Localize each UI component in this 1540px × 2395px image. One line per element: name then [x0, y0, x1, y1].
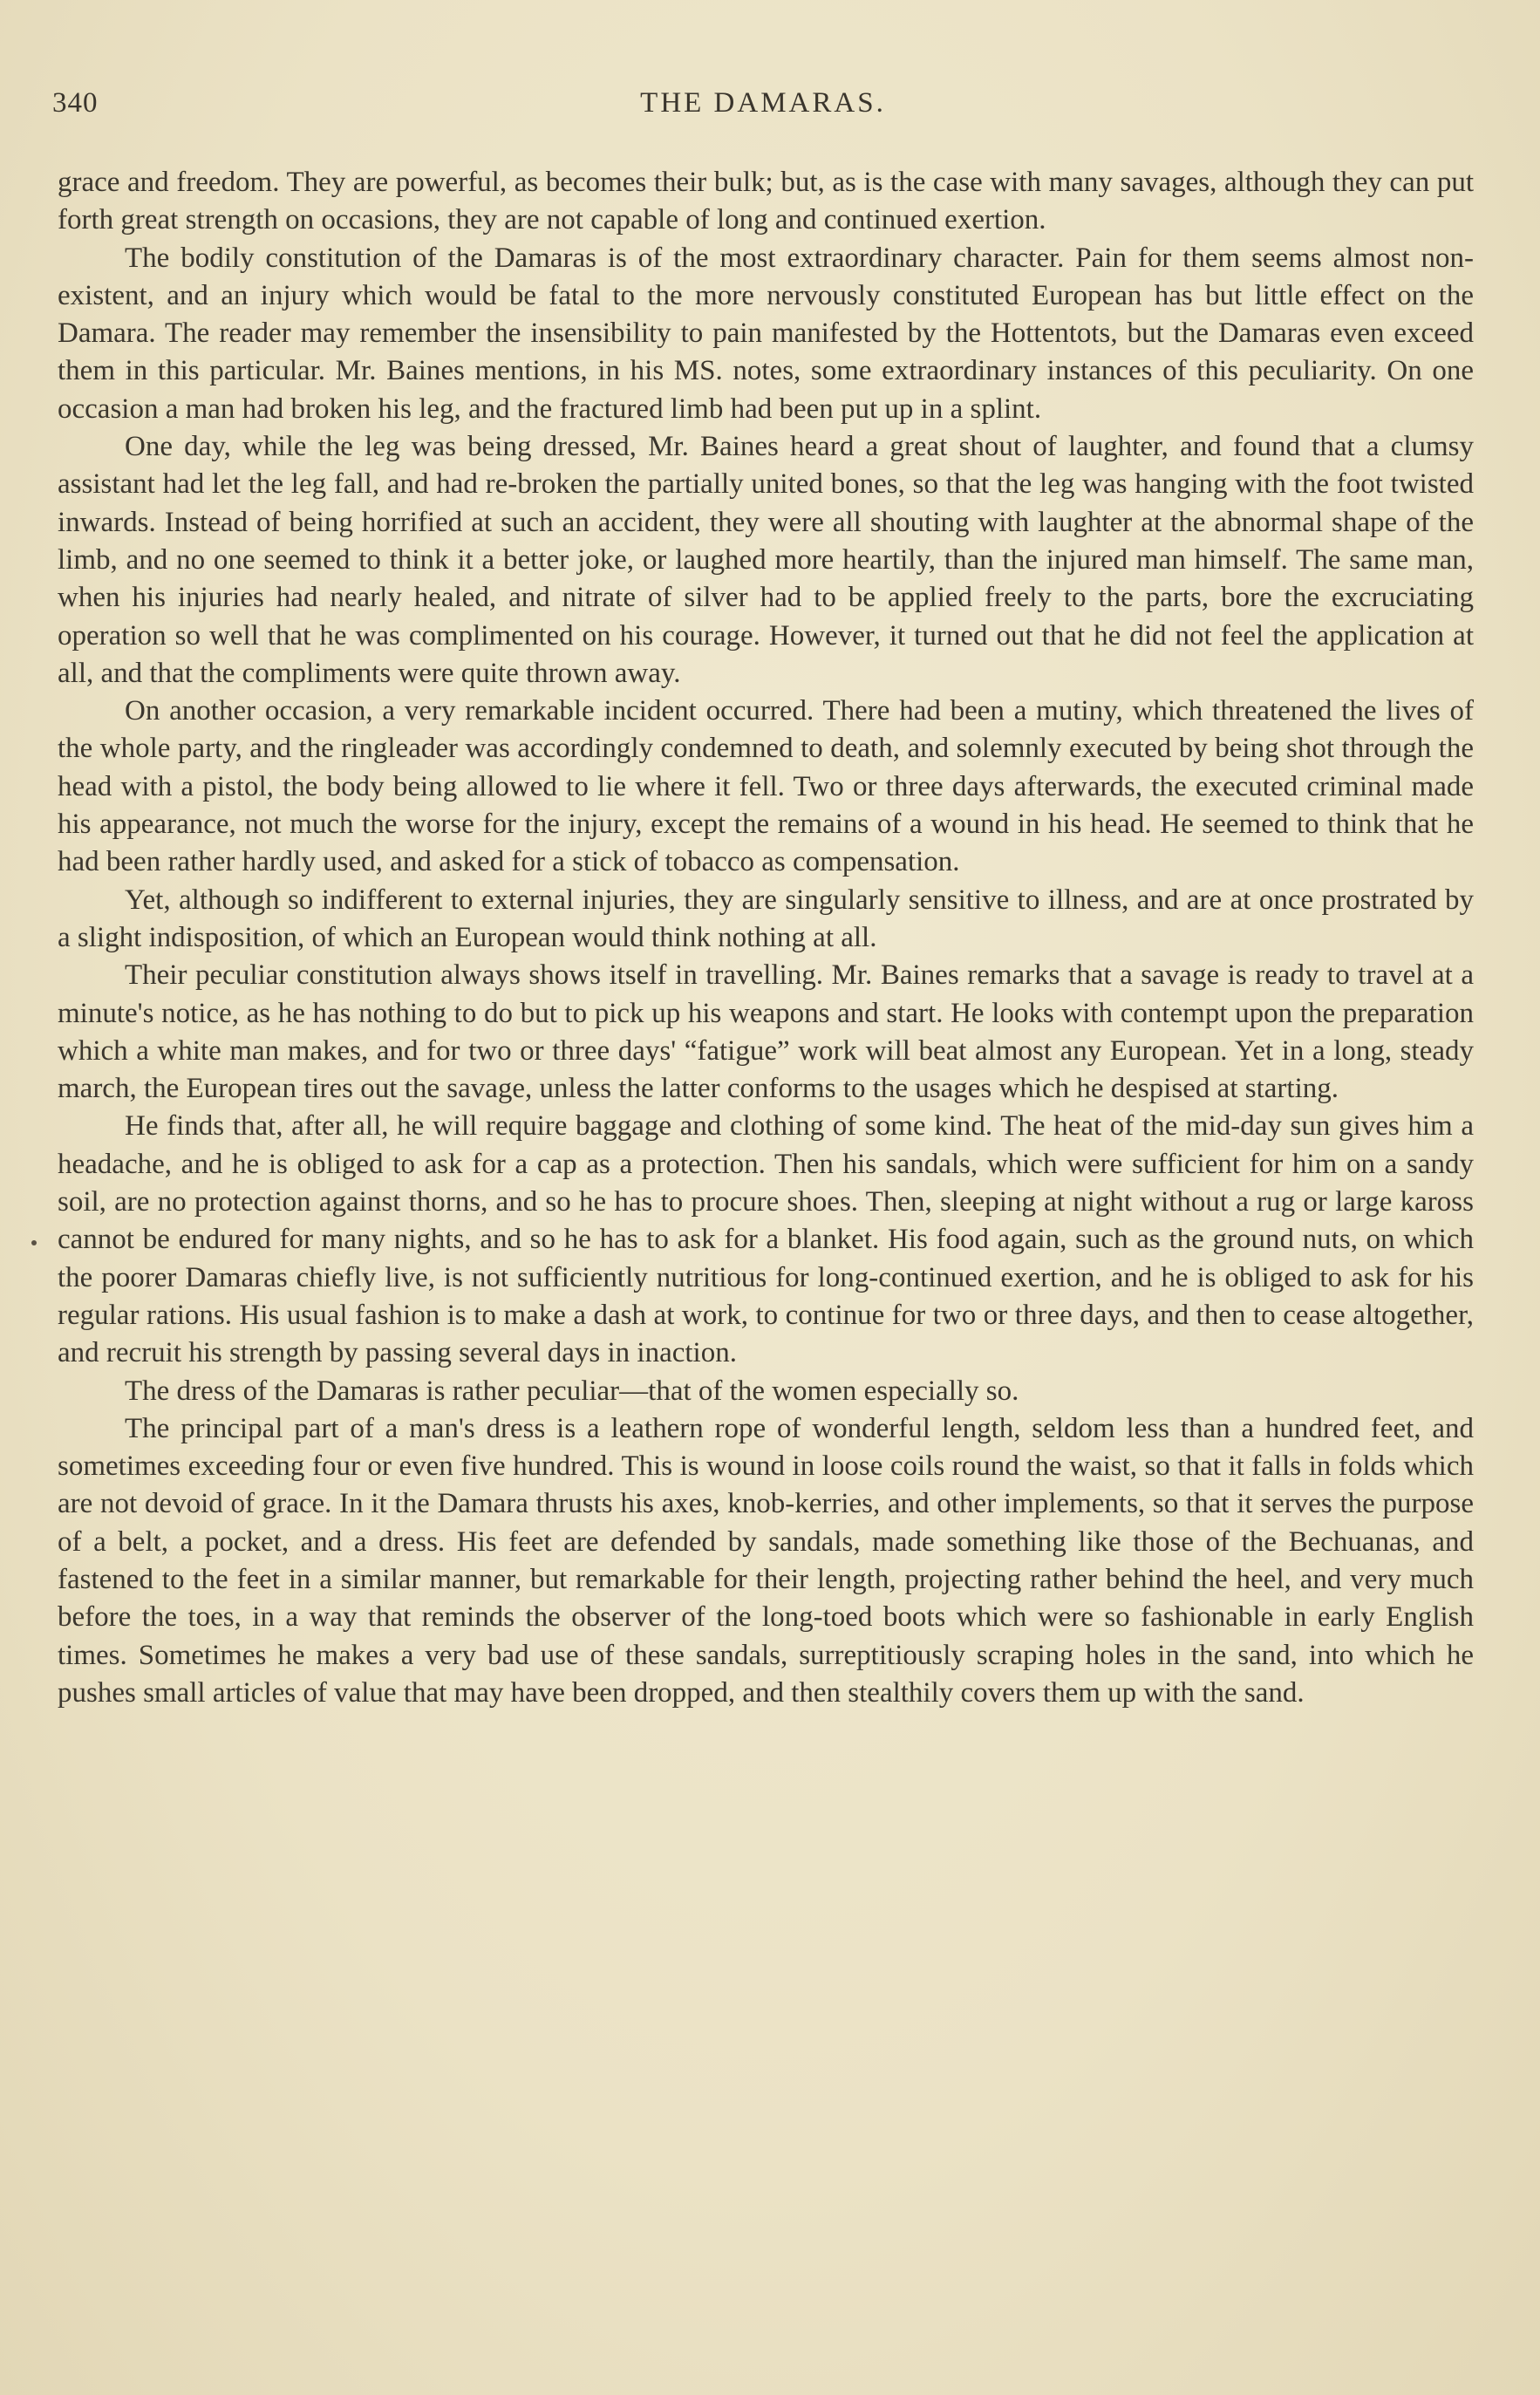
- running-head: THE DAMARAS.: [640, 87, 886, 119]
- paragraph: On another occasion, a very remarkable incident occurred. There had been a mutiny, which threatened the lives of the whole party, and the ringleader was accordingly condemned to death, and solemnly executed by being shot through the head with a pistol, the body being allowed to lie where it fell. Two or three days afterwards, the executed criminal made his appearance, not much the worse for the injury, except the remains of a wound in his head. He seemed to think that he had been rather hardly used, and asked for a stick of tobacco as compensation.: [58, 695, 1474, 878]
- paragraph: Yet, although so indifferent to external injuries, they are singularly sensitive to illness, and are at once prostrated by a slight indisposition, of which an European would think nothing at all.: [58, 884, 1474, 953]
- ink-speck: [31, 1240, 37, 1245]
- paragraph: The dress of the Damaras is rather peculiar—that of the women especially so.: [125, 1375, 1019, 1407]
- body-text: [58, 164, 1474, 1712]
- paragraph: He finds that, after all, he will require baggage and clothing of some kind. The heat of the mid-day sun gives him a headache, and he is obliged to ask for a cap as a protection. Then his sandals, which were sufficient for him on a sandy soil, are no protection against thorns, and so he has to procure shoes. Then, sleeping at night without a rug or large kaross cannot be endured for many nights, and so he has to ask for a blanket. His food again, such as the ground nuts, on which the poorer Damaras chiefly live, is not sufficiently nutritious for long-continued exertion, and he is obliged to ask for his regular rations. His usual fashion is to make a dash at work, to continue for two or three days, and then to cease altogether, and recruit his strength by passing several days in inaction.: [58, 1110, 1474, 1369]
- paragraph: grace and freedom. They are powerful, as becomes their bulk; but, as is the case with many savages, although they can put forth great strength on occasions, they are not capable of long and continued exertion.: [58, 167, 1474, 236]
- page-header: [52, 87, 1474, 140]
- paragraph: The bodily constitution of the Damaras is of the most extraordinary character. Pain for them seems almost non-existent, and an injury which would be fatal to the more nervously constituted European has but little effect on the Damara. The reader may remember the insensibility to pain manifested by the Hottentots, but the Damaras even exceed them in this particular. Mr. Baines mentions, in his MS. notes, some extraordinary instances of this peculiarity. On one occasion a man had broken his leg, and the fractured limb had been put up in a splint.: [58, 242, 1474, 425]
- paragraph: The principal part of a man's dress is a leathern rope of wonderful length, seldom less than a hundred feet, and sometimes exceeding four or even five hundred. This is wound in loose coils round the waist, so that it falls in folds which are not devoid of grace. In it the Damara thrusts his axes, knob-kerries, and other implements, so that it serves the purpose of a belt, a pocket, and a dress. His feet are defended by sandals, made something like those of the Bechuanas, and fastened to the feet in a similar manner, but remarkable for their length, projecting rather behind the heel, and very much before the toes, in a way that reminds the observer of the long-toed boots which were so fashionable in early English times. Sometimes he makes a very bad use of these sandals, surreptitiously scraping holes in the sand, into which he pushes small articles of value that may have been dropped, and then stealthily covers them up with the sand.: [58, 1412, 1474, 1709]
- paragraph: Their peculiar constitution always shows itself in travelling. Mr. Baines remarks that a savage is ready to travel at a minute's notice, as he has nothing to do but to pick up his weapons and start. He looks with contempt upon the preparation which a white man makes, and for two or three days' “fatigue” work will beat almost any European. Yet in a long, steady march, the European tires out the savage, unless the latter conforms to the usages which he despised at starting.: [58, 959, 1474, 1105]
- page-number: 340: [52, 87, 99, 119]
- paragraph: One day, while the leg was being dressed, Mr. Baines heard a great shout of laughter, and found that a clumsy assistant had let the leg fall, and had re-broken the partially united bones, so that the leg was hanging with the foot twisted inwards. Instead of being horrified at such an accident, they were all shouting with laughter at the abnormal shape of the limb, and no one seemed to think it a better joke, or laughed more heartily, than the injured man himself. The same man, when his injuries had nearly healed, and nitrate of silver had to be applied freely to the parts, bore the excruciating operation so well that he was complimented on his courage. However, it turned out that he did not feel the application at all, and that the compliments were quite thrown away.: [58, 431, 1474, 689]
